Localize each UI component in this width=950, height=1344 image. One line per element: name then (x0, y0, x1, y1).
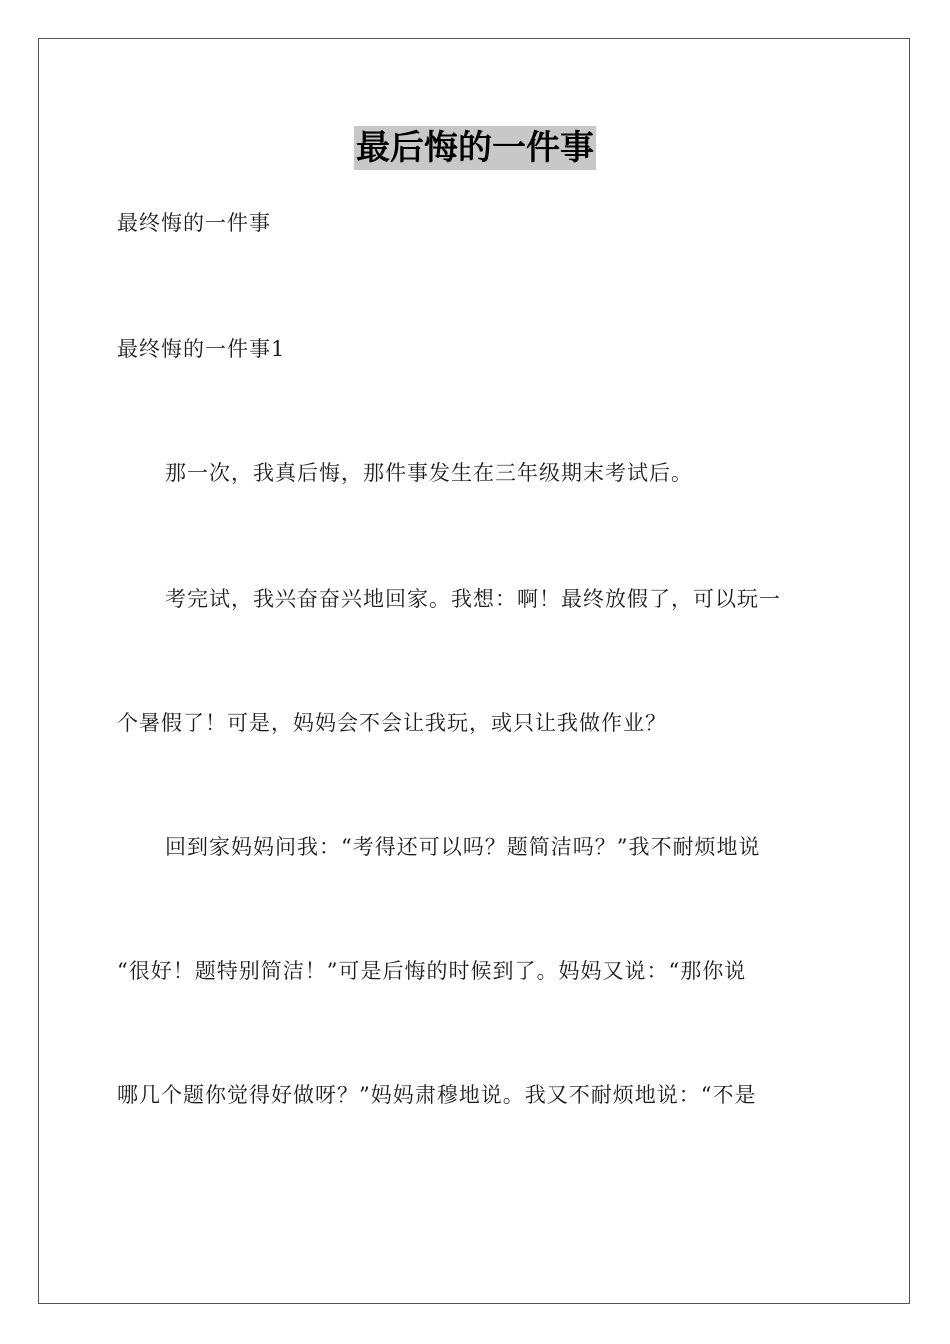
document-title: 最后悔的一件事 (356, 128, 594, 168)
subtitle-line: 最终悔的一件事 (117, 211, 271, 235)
title-container (0, 126, 950, 170)
paragraph-line: 那一次，我真后悔，那件事发生在三年级期末考试后。 (165, 461, 693, 485)
paragraph-line: 回到家妈妈问我：“考得还可以吗？题简洁吗？”我不耐烦地说 (165, 835, 761, 859)
section-heading: 最终悔的一件事1 (117, 337, 286, 361)
paragraph-line: 哪几个题你觉得好做呀？”妈妈肃穆地说。我又不耐烦地说：“不是 (117, 1083, 757, 1107)
paragraph-line: 个暑假了！可是，妈妈会不会让我玩，或只让我做作业？ (117, 711, 667, 735)
paragraph-line: “很好！题特别简洁！”可是后悔的时候到了。妈妈又说：“那你说 (117, 959, 747, 983)
paragraph-line: 考完试，我兴奋奋兴地回家。我想：啊！最终放假了，可以玩一 (165, 587, 781, 611)
